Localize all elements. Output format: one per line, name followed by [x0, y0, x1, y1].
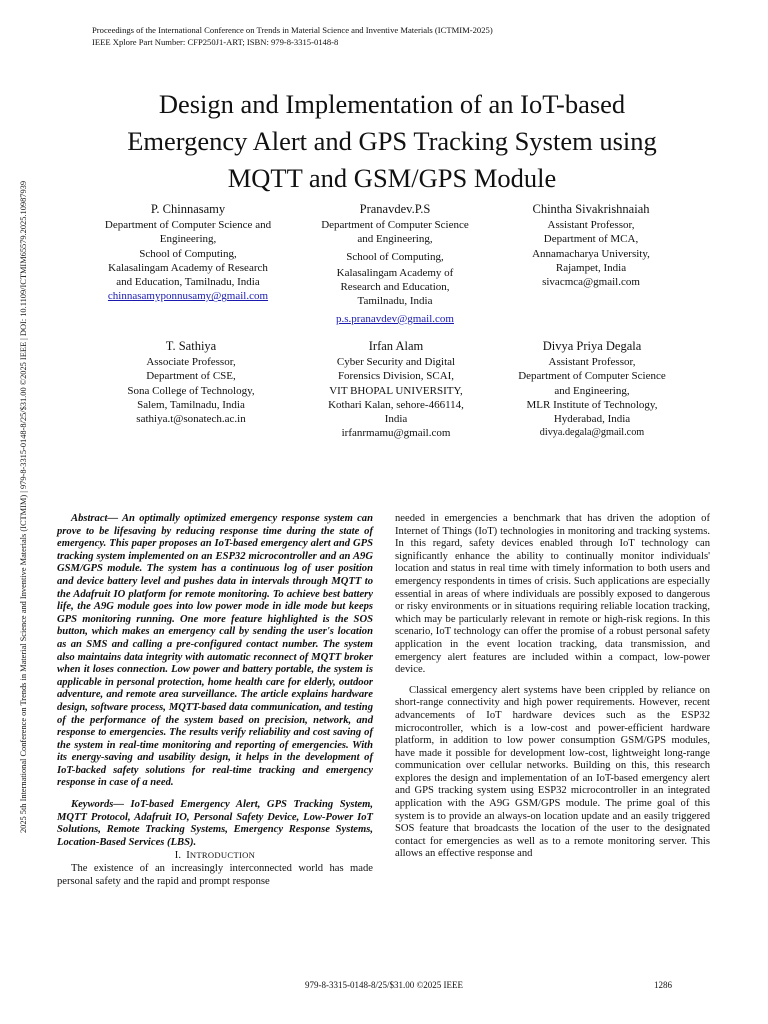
author-email-link[interactable]: p.s.pranavdev@gmail.com	[336, 312, 454, 325]
author-email: sathiya.t@sonatech.ac.in	[136, 413, 246, 426]
title-line-1: Design and Implementation of an IoT-based	[158, 89, 626, 119]
author-block	[86, 201, 290, 304]
doi-sidebar: 2025 5th International Conference on Trends in Material Science and Inventive Materials (ICTMIM) | 979-8-3315-0148-8/25/$31.00 ©2025 IEEE | DOI: 10.1109/ICTMIM65579.2025.10987939	[19, 180, 28, 834]
footer-copyright: 979-8-3315-0148-8/25/$31.00 ©2025 IEEE	[304, 980, 464, 990]
author-affiliation-line: Department of CSE,	[146, 370, 236, 383]
author-affiliation-line: Rajampet, India	[555, 261, 627, 274]
author-affiliation-line: Assistant Professor,	[547, 219, 635, 231]
author-affiliation-line: Tamilnadu, India	[357, 295, 433, 308]
author-name: T. Sathiya	[165, 339, 217, 353]
header-line-1: Proceedings of the International Conference on Trends in Material Science and Inventive Materials (ICTMIM-2025)	[92, 25, 493, 35]
author-email: divya.degala@gmail.com	[539, 427, 645, 439]
left-column	[57, 513, 373, 888]
author-affiliation-line: Department of Computer Science and	[104, 219, 272, 231]
author-affiliation-line: Annamacharya University,	[532, 247, 650, 260]
author-affiliation-line: and Engineering,	[554, 384, 630, 397]
author-affiliation-line: and Engineering,	[357, 233, 433, 246]
section-number: I.	[174, 850, 181, 862]
title-line-3: MQTT and GSM/GPS Module	[227, 163, 557, 193]
title-line-2: Emergency Alert and GPS Tracking System using	[127, 126, 657, 156]
author-affiliation-line: Salem, Tamilnadu, India	[137, 398, 245, 411]
page-number: 1286	[654, 980, 672, 990]
author-block	[500, 201, 682, 289]
author-email: sivacmca@gmail.com	[542, 276, 640, 289]
abstract-text: — An optimally optimized emergency response system can prove to be lifesaving by reducing response time during the state of emergency. This paper proposes an IoT-based emergency alert and GPS tracking system implemented on an ESP32 microcontroller and an A9G GSM/GPS module. The system has a continuous log of user position and device battery level and pushes data in intervals through MQTT to the Adafruit IO platform for remote monitoring. To achieve best battery life, the A9G module goes into low power mode in idle mode but keeps GPS monitoring running. One more feature highlighted is the SOS button, which makes an emergency call by sending the user's location as an SMS and calling a pre-configured contact number. The system also maintains data integrity with automatic reconnect of MQTT broker when it loses connection. Low power and battery portable, the system is applicable in personal protection, home health care for elderly, outdoor adventure, and remote area surveillance. The article explains hardware design, software process, MQTT-based data communication, and testing of the performance of the system based on precision, network, and response to emergencies. The results verify reliability and cost saving of the system in real-time monitoring and reporting of emergencies. With its energy-saving and usability design, it helps in the development of IoT-backed safety solutions for real-time tracking and emergency response in case of a need.	[57, 513, 373, 789]
intro-paragraph: The existence of an increasingly interconnected world has made personal safety and the rapid and prompt response	[57, 863, 373, 887]
paper-title	[40, 86, 744, 197]
author-affiliation-line: VIT BHOPAL UNIVERSITY,	[329, 384, 463, 397]
author-affiliation-line: Research and Education,	[340, 281, 450, 294]
abstract-paragraph	[57, 513, 373, 790]
author-affiliation-line: Associate Professor,	[146, 356, 236, 368]
section-heading	[57, 849, 373, 863]
author-affiliation-line: Sona College of Technology,	[127, 384, 255, 397]
keywords-label: Keywords	[71, 799, 114, 811]
author-affiliation-line: Kothari Kalan, sehore-466114,	[328, 398, 464, 411]
author-name: Irfan Alam	[368, 339, 424, 353]
author-name: Pranavdev.P.S	[359, 202, 431, 216]
intro-paragraph-continued: needed in emergencies a benchmark that has driven the adoption of Internet of Things (IoT) technologies in monitoring and tracking systems. In this regard, safety devices enabled through IoT technology can significantly enhance the ability to continually monitor individuals' location and status in real time with timely information to both users and emergency respondents in times of crisis. Such applications are especially essential in areas of where individuals are possibly exposed to dangerous or risky environments or in situations requiring reliable location tracking, which may be particularly relevant in remote or high-risk regions. In this scenario, IoT technology can offer the promise of a robust personal safety application in the event location tracking, data transmission, and emergency alert features are included within a compact, low-power device.	[395, 513, 710, 676]
author-affiliation-line: Cyber Security and Digital	[336, 356, 456, 368]
author-affiliation-line: Department of Computer Science	[321, 219, 469, 231]
header-line-2: IEEE Xplore Part Number: CFP250J1-ART; ISBN: 979-8-3315-0148-8	[92, 37, 339, 47]
author-email-link[interactable]: chinnasamyponnusamy@gmail.com	[107, 290, 269, 303]
author-affiliation-line: Kalasalingam Academy of Research	[108, 261, 268, 274]
author-affiliation-line: School of Computing,	[139, 247, 237, 260]
author-name: Chintha Sivakrishnaiah	[532, 202, 650, 216]
author-name: Divya Priya Degala	[542, 339, 642, 353]
author-block	[300, 201, 490, 326]
author-affiliation-line: Engineering,	[159, 233, 217, 246]
author-email: irfanrmamu@gmail.com	[341, 427, 451, 440]
author-affiliation-line: Department of Computer Science	[518, 370, 666, 383]
intro-paragraph: Classical emergency alert systems have been crippled by reliance on short-range connectivity and high power requirements. However, recent advancements of IoT hardware devices such as the ESP32 microcontroller, which is a low-cost and power-efficient hardware platform, in addition to low power consumption GSM/GPS modules, have made it possible for development low-cost, lightweight long-range communication over cellular networks. Building on this, this research explores the design and implementation of an IoT-based emergency alert and GPS tracking system using ESP32 microcontroller in an integrated application with the A9G GSM/GPS module. The prime goal of this system is to provide an always-on location update and an easily triggered SOS feature that broadcasts the location of the user to the designated contact for emergencies as well as to a remote monitoring server. This allows an effective response and	[395, 684, 710, 860]
section-title-initial: I	[186, 850, 190, 862]
author-block	[498, 338, 686, 441]
author-affiliation-line: Forensics Division, SCAI,	[337, 370, 455, 383]
author-affiliation-line: Hyderabad, India	[553, 413, 631, 426]
author-block	[303, 338, 489, 441]
author-affiliation-line: MLR Institute of Technology,	[526, 398, 658, 411]
keywords-text: — IoT-based Emergency Alert, GPS Tracking System, MQTT Protocol, Adafruit IO, Personal Safety Device, Low-Power IoT Solutions, Remote Tracking Systems, Emergency Response Systems, Location-Based Services (LBS).	[57, 799, 373, 848]
proceedings-header	[92, 24, 493, 48]
author-affiliation-line: and Education, Tamilnadu, India	[116, 276, 260, 289]
author-name: P. Chinnasamy	[150, 202, 226, 216]
author-affiliation-line: India	[384, 413, 408, 426]
author-affiliation-line: School of Computing,	[346, 250, 444, 263]
author-affiliation-line: Department of MCA,	[543, 233, 639, 246]
keywords-paragraph	[57, 799, 373, 849]
section-title-rest: NTRODUCTION	[189, 850, 256, 861]
author-block	[96, 338, 286, 426]
abstract-label: Abstract	[71, 513, 108, 524]
right-column	[395, 513, 710, 861]
author-affiliation-line: Kalasalingam Academy of	[336, 266, 454, 279]
author-affiliation-line: Assistant Professor,	[548, 356, 636, 368]
